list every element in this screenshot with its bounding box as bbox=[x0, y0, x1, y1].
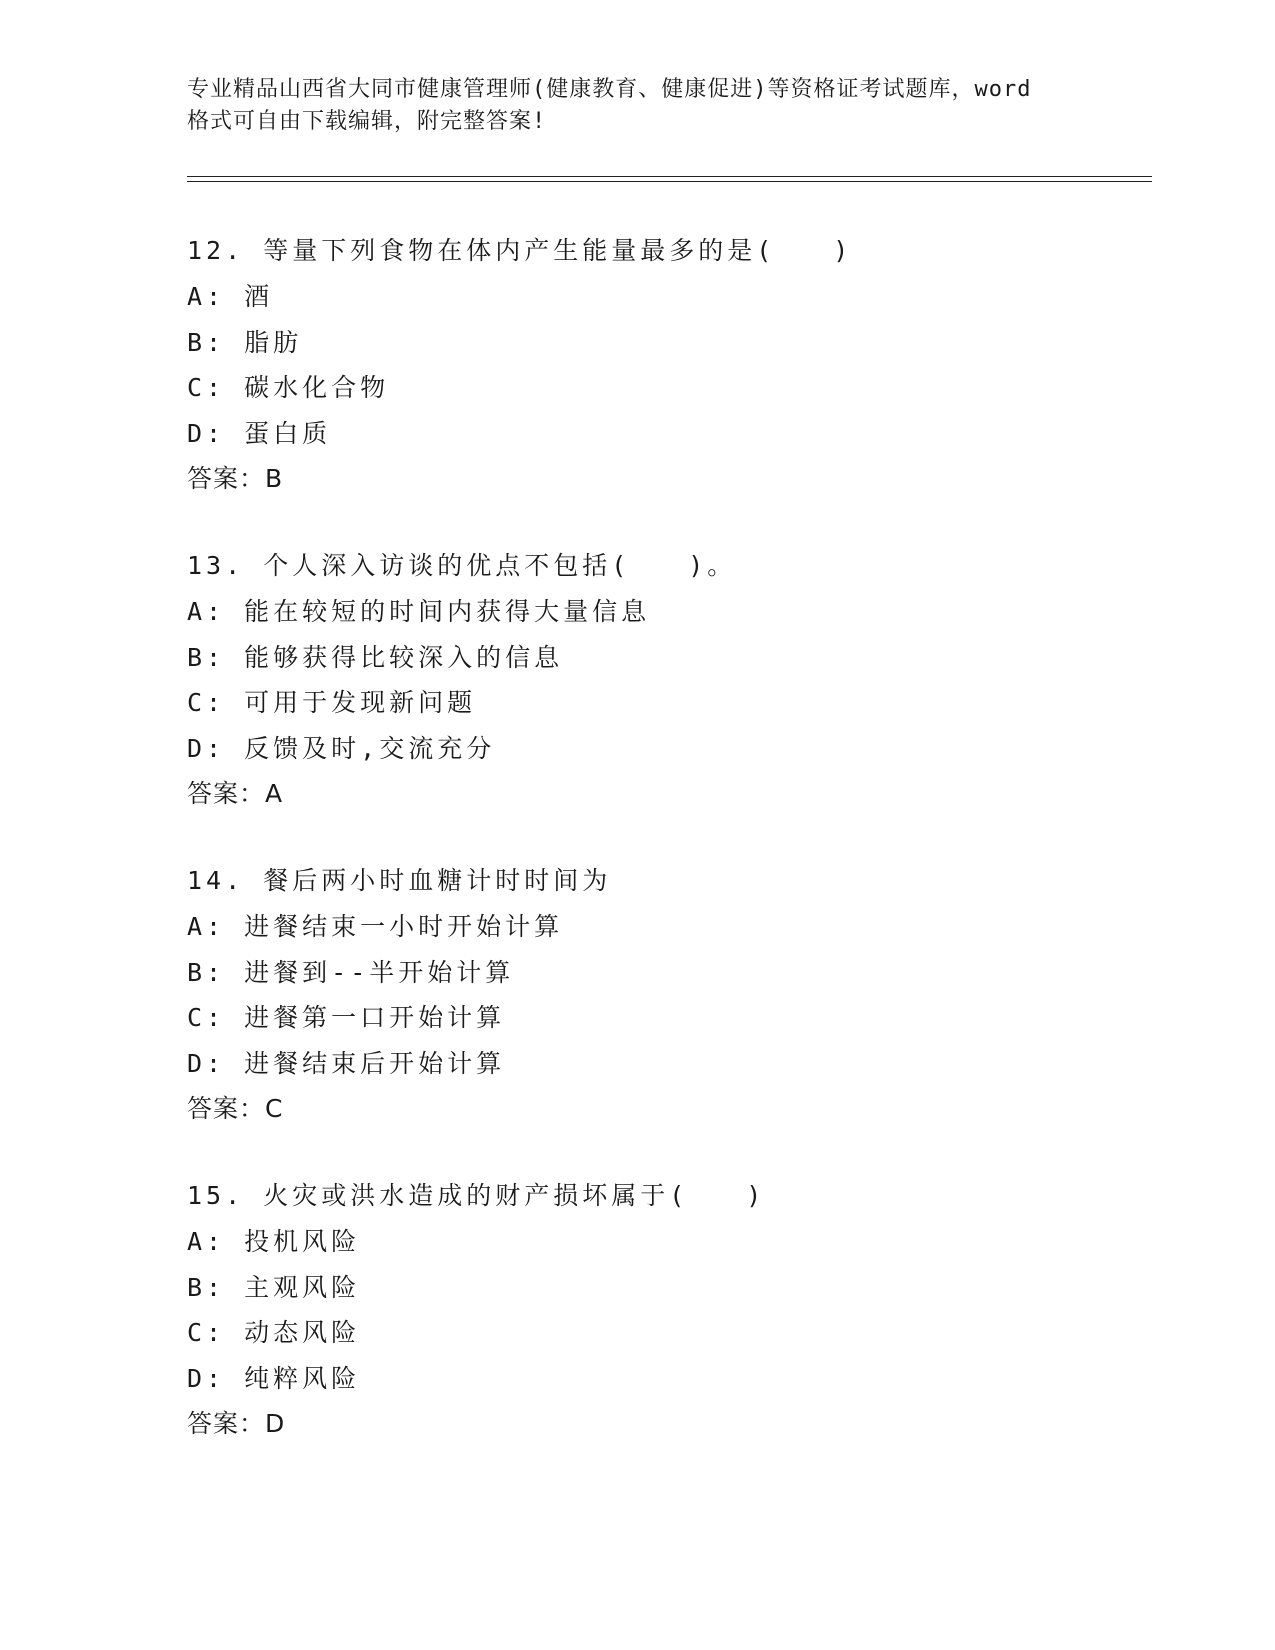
answer: 答案：B bbox=[187, 464, 284, 493]
option-d: D: 纯粹风险 bbox=[187, 1363, 361, 1393]
header-line-2: 格式可自由下载编辑，附完整答案! bbox=[187, 109, 547, 134]
option-d: D: 反馈及时,交流充分 bbox=[187, 733, 496, 763]
header-divider-top bbox=[187, 176, 1152, 177]
question-14 bbox=[187, 866, 1147, 1124]
option-d: D: 蛋白质 bbox=[187, 418, 332, 448]
option-a: A: 投机风险 bbox=[187, 1227, 361, 1256]
question-stem: 15. 火灾或洪水造成的财产损坏属于( ) bbox=[187, 1181, 766, 1210]
question-12 bbox=[187, 236, 1147, 494]
document-header bbox=[187, 74, 1087, 138]
option-b: B: 脂肪 bbox=[187, 327, 303, 357]
option-c: C: 进餐第一口开始计算 bbox=[187, 1003, 506, 1032]
question-15 bbox=[187, 1181, 1147, 1439]
question-13 bbox=[187, 551, 1147, 809]
header-line-1: 专业精品山西省大同市健康管理师(健康教育、健康促进)等资格证考试题库，word bbox=[187, 77, 1032, 102]
question-stem: 14. 餐后两小时血糖计时时间为 bbox=[187, 866, 612, 895]
option-c: C: 动态风险 bbox=[187, 1318, 361, 1347]
answer: 答案：A bbox=[187, 779, 284, 808]
answer: 答案：C bbox=[187, 1094, 284, 1123]
option-d: D: 进餐结束后开始计算 bbox=[187, 1048, 506, 1078]
option-b: B: 主观风险 bbox=[187, 1272, 361, 1302]
option-c: C: 碳水化合物 bbox=[187, 373, 390, 402]
option-a: A: 进餐结束一小时开始计算 bbox=[187, 912, 564, 941]
option-a: A: 酒 bbox=[187, 282, 274, 311]
question-stem: 13. 个人深入访谈的优点不包括( )。 bbox=[187, 551, 737, 580]
option-a: A: 能在较短的时间内获得大量信息 bbox=[187, 597, 651, 626]
option-b: B: 进餐到--半开始计算 bbox=[187, 957, 515, 987]
header-divider-bottom bbox=[187, 181, 1152, 182]
option-b: B: 能够获得比较深入的信息 bbox=[187, 642, 564, 672]
option-c: C: 可用于发现新问题 bbox=[187, 688, 477, 717]
question-stem: 12. 等量下列食物在体内产生能量最多的是( ) bbox=[187, 236, 853, 265]
answer: 答案：D bbox=[187, 1409, 286, 1438]
